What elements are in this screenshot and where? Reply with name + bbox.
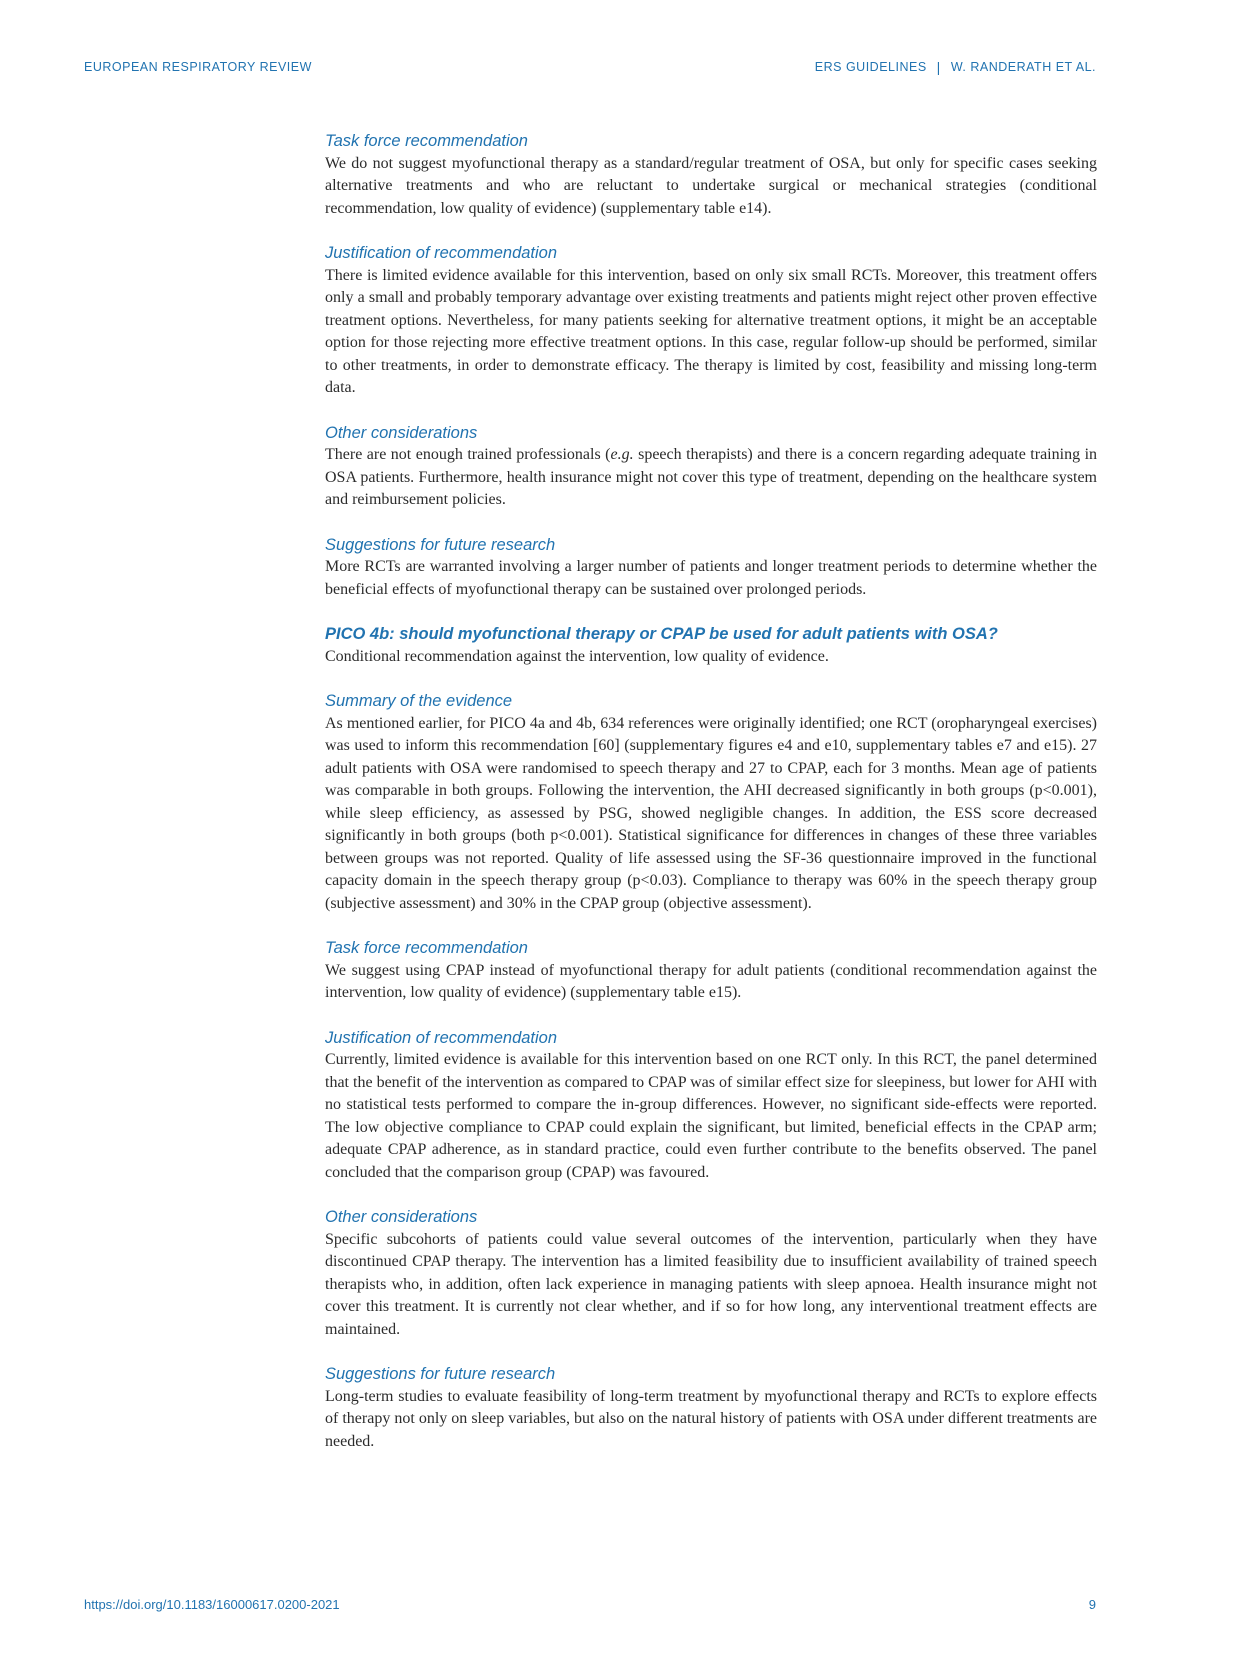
paragraph [325,646,1097,669]
paragraph [325,1229,1097,1342]
text-run: As mentioned earlier, for PICO 4a and 4b, 634 references were originally identified; one RCT (oropharyngeal exercises) was used to inform this recommendation [60] (supplementary figures e4 and e10, supplementary tables e7 and e15). 27 adult patients with OSA were randomised to speech therapy and 27 to CPAP, each for 3 months. Mean age of patients was comparable in both groups. Following the intervention, the AHI decreased significantly in both groups (p<0.001), while sleep efficiency, as assessed by PSG, showed negligible changes. In addition, the ESS score decreased significantly in both groups (both p<0.001). Statistical significance for differences in changes of these three variables between groups was not reported. Quality of life assessed using the SF-36 questionnaire improved in the functional capacity domain in the speech therapy group (p<0.03). Compliance to therapy was 60% in the speech therapy group (subjective assessment) and 30% in the CPAP group (objective assessment). [325,714,1097,912]
paragraph [325,713,1097,916]
text-run: speech therapists) and there is a concern regarding adequate training in OSA patients. Furthermore, health insurance might not cover this type of treatment, depending on the healthcare system and reimbursement policies. [325,446,1098,508]
section-heading: Other considerations [325,423,478,442]
journal-name: EUROPEAN RESPIRATORY REVIEW [84,60,312,74]
section-heading: Justification of recommendation [325,1028,558,1047]
section-task-force-recommendation-2 [325,937,1097,1005]
paragraph [325,1386,1097,1454]
italic-run: e.g. [610,446,634,463]
text-run: Specific subcohorts of patients could value several outcomes of the intervention, particularly when they have discontinued CPAP therapy. The intervention has a limited feasibility due to insufficient availability of trained speech therapists who, in addition, often lack experience in managing patients with sleep apnoea. Health insurance might not cover this treatment. It is currently not clear whether, and if so for how long, any interventional treatment effects are maintained. [325,1230,1097,1338]
text-run: Long-term studies to evaluate feasibility of long-term treatment by myofunctional therapy and RCTs to explore effects of therapy not only on sleep variables, but also on the natural history of patients with OSA under different treatments are needed. [325,1387,1097,1450]
section-other-considerations-2 [325,1206,1097,1341]
section-other-considerations-1 [325,422,1097,512]
section-heading: Suggestions for future research [325,1365,556,1383]
text-run: Currently, limited evidence is available for this intervention based on one RCT only. In this RCT, the panel determined that the benefit of the intervention as compared to CPAP was of similar effect size for sleepiness, but lower for AHI with no statistical tests performed to compare the in-group differences. However, no significant side-effects were reported. The low objective compliance to CPAP could explain the significant, but limited, beneficial effects in the CPAP arm; adequate CPAP adherence, as in standard practice, could even further contribute to the benefits observed. The panel concluded that the comparison group (CPAP) was favoured. [325,1051,1097,1181]
paragraph [325,1049,1097,1184]
text-run: There are not enough trained professionals ( [325,446,611,463]
text-run: There is limited evidence available for this intervention, based on only six small RCTs. Moreover, this treatment offers only a small and probably temporary advantage over existing treatments and patients might reject other proven effective treatment options. Nevertheless, for many patients seeking for alternative treatment options, it might be an acceptable option for those rejecting more effective treatment options. In this case, regular follow-up should be performed, similar to other treatments, in order to demonstrate efficacy. The therapy is limited by cost, feasibility and missing long-term data. [325,266,1097,396]
doi-link[interactable]: https://doi.org/10.1183/16000617.0200-2021 [84,1597,340,1612]
paragraph [325,960,1097,1005]
paragraph [325,153,1097,221]
text-run: Conditional recommendation against the intervention, low quality of evidence. [325,647,829,665]
page-number: 9 [1088,1597,1096,1612]
section-heading: Justification of recommendation [325,244,558,262]
paragraph [325,556,1097,601]
header-right [815,58,1096,74]
article-authors: W. RANDERATH ET AL. [950,60,1096,74]
text-run: We suggest using CPAP instead of myofunctional therapy for adult patients (conditional recommendation against the intervention, low quality of evidence) (supplementary table e15). [325,961,1097,1001]
section-justification-of-recommendation-2 [325,1027,1097,1185]
section-suggestions-for-future-research-1 [325,534,1097,602]
paragraph [325,444,1097,512]
section-pico-4b [325,623,1097,668]
section-justification-of-recommendation-1 [325,242,1097,400]
section-heading: Summary of the evidence [325,692,513,710]
section-heading: Task force recommendation [325,939,528,957]
header-separator: | [936,59,941,75]
article-body [325,130,1097,1475]
pico-question-heading: PICO 4b: should myofunctional therapy or CPAP be used for adult patients with OSA? [325,625,998,643]
section-summary-of-the-evidence [325,690,1097,915]
section-heading: Suggestions for future research [325,535,556,554]
section-heading: Other considerations [325,1208,478,1226]
paragraph [325,265,1097,400]
section-suggestions-for-future-research-2 [325,1363,1097,1453]
section-heading: Task force recommendation [325,132,528,150]
page-footer [84,1597,1096,1612]
text-run: More RCTs are warranted involving a larger number of patients and longer treatment periods to determine whether the beneficial effects of myofunctional therapy can be sustained over prolonged periods. [325,558,1097,598]
section-task-force-recommendation-1 [325,130,1097,220]
page-header [84,58,1096,74]
article-category: ERS GUIDELINES [814,60,927,74]
text-run: We do not suggest myofunctional therapy as a standard/regular treatment of OSA, but only for specific cases seeking alternative treatments and who are reluctant to undertake surgical or mechanical strategies (conditional recommendation, low quality of evidence) (supplementary table e14). [325,154,1097,217]
